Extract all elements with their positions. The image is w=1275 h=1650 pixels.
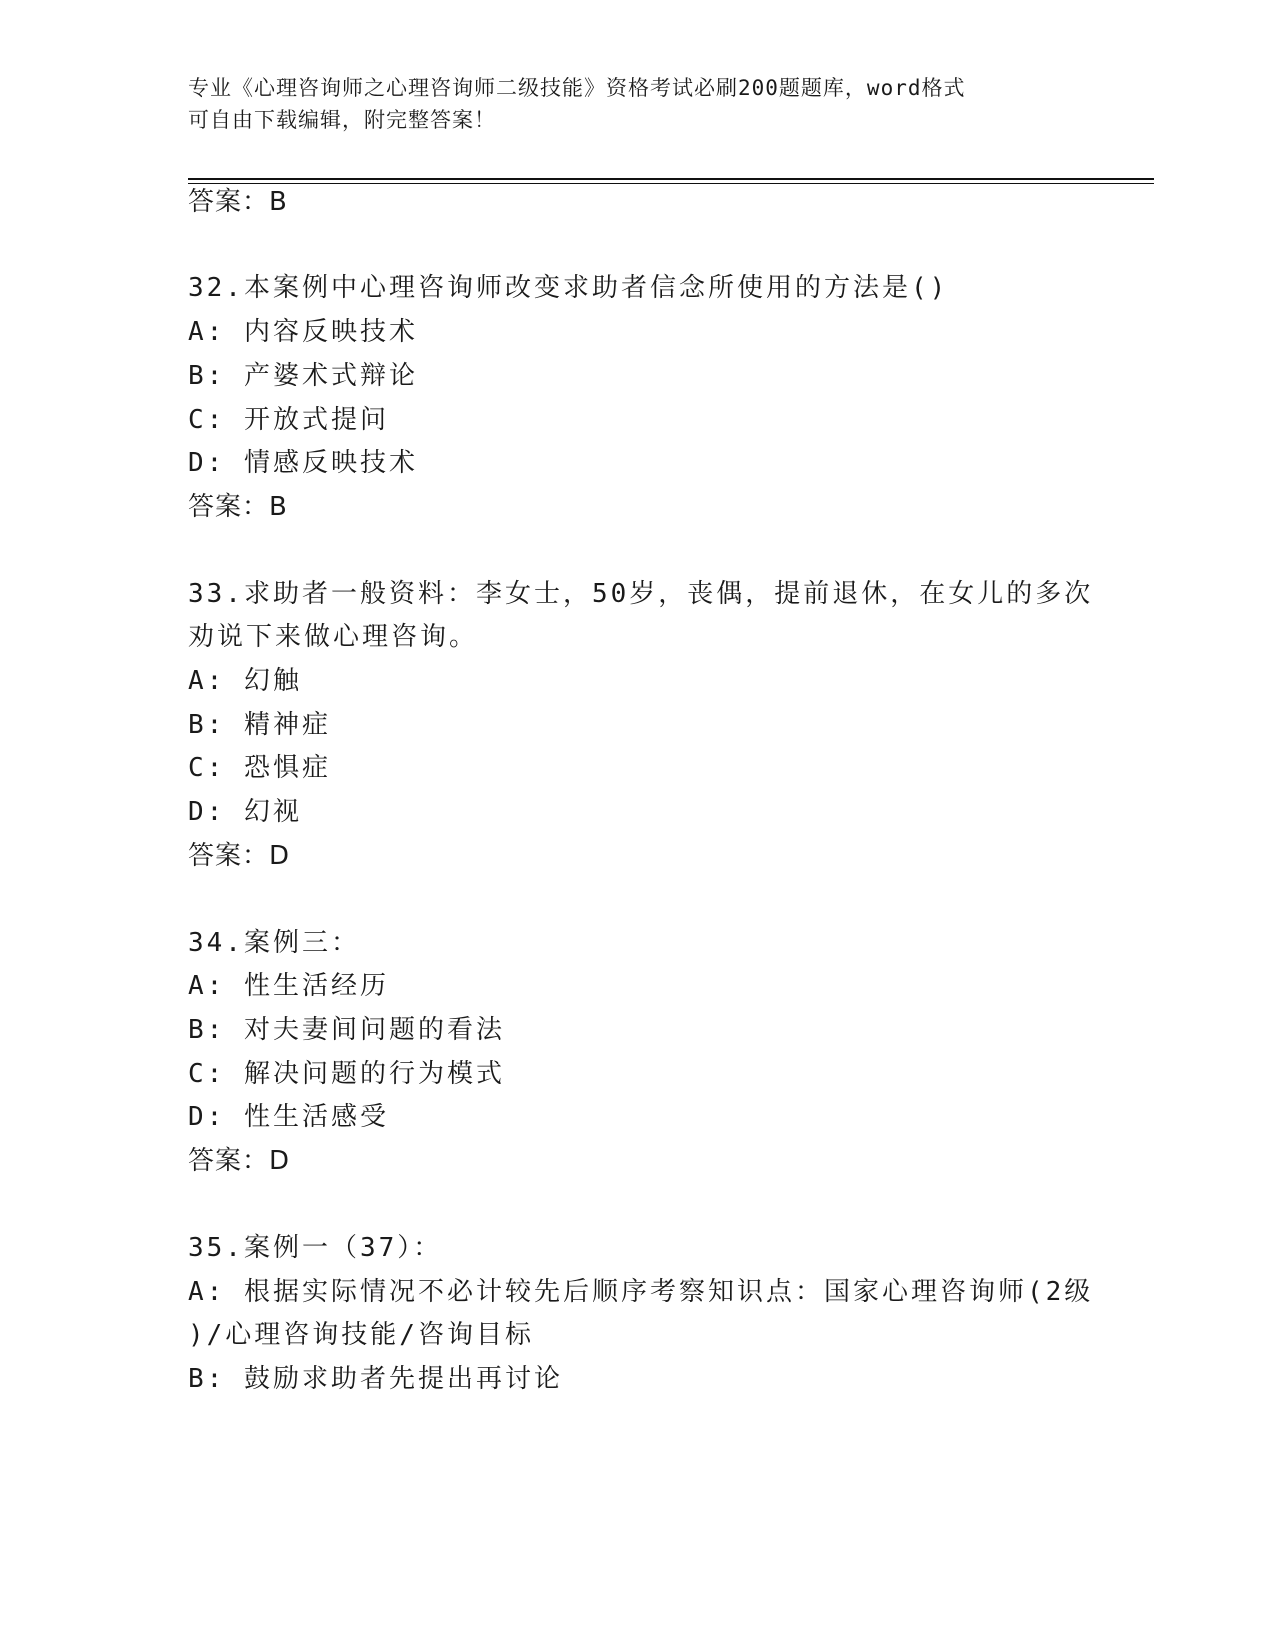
question-34-answer: 答案：D <box>188 1146 291 1176</box>
question-33-stem-line-1: 33.求助者一般资料：李女士，50岁，丧偶，提前退休，在女儿的多次 <box>188 579 1094 609</box>
question-32-answer: 答案：B <box>188 492 288 522</box>
header-divider-thick <box>188 178 1154 180</box>
header-title-line-1: 专业《心理咨询师之心理咨询师二级技能》资格考试必刷200题题库，word格式 <box>188 76 966 100</box>
question-35-stem: 35.案例一（37）： <box>188 1233 443 1263</box>
question-34-option-a: A: 性生活经历 <box>188 971 389 1001</box>
question-34-option-b: B: 对夫妻间问题的看法 <box>188 1015 505 1045</box>
question-33-option-a: A: 幻触 <box>188 666 302 696</box>
question-32-option-a: A: 内容反映技术 <box>188 317 418 347</box>
question-33-option-c: C: 恐惧症 <box>188 753 331 783</box>
question-35-option-a-line-2: )/心理咨询技能/咨询目标 <box>188 1320 534 1350</box>
question-35-option-a-line-1: A: 根据实际情况不必计较先后顺序考察知识点：国家心理咨询师(2级 <box>188 1277 1094 1307</box>
question-33-option-d: D: 幻视 <box>188 797 302 827</box>
previous-answer: 答案：B <box>188 187 288 217</box>
document-header <box>188 72 1088 136</box>
question-32-option-b: B: 产婆术式辩论 <box>188 361 418 391</box>
question-34-option-d: D: 性生活感受 <box>188 1102 389 1132</box>
question-32-option-d: D: 情感反映技术 <box>188 448 418 478</box>
question-33-answer: 答案：D <box>188 841 291 871</box>
question-34-option-c: C: 解决问题的行为模式 <box>188 1059 505 1089</box>
question-33-option-b: B: 精神症 <box>188 710 331 740</box>
question-33-stem-line-2: 劝说下来做心理咨询。 <box>188 622 479 652</box>
question-32-stem: 32.本案例中心理咨询师改变求助者信念所使用的方法是() <box>188 273 949 303</box>
question-34-stem: 34.案例三： <box>188 928 360 958</box>
header-title-line-2: 可自由下载编辑，附完整答案！ <box>188 108 496 132</box>
header-divider-thin <box>188 183 1154 184</box>
question-32-option-c: C: 开放式提问 <box>188 405 389 435</box>
question-35-option-b: B: 鼓励求助者先提出再讨论 <box>188 1364 563 1394</box>
